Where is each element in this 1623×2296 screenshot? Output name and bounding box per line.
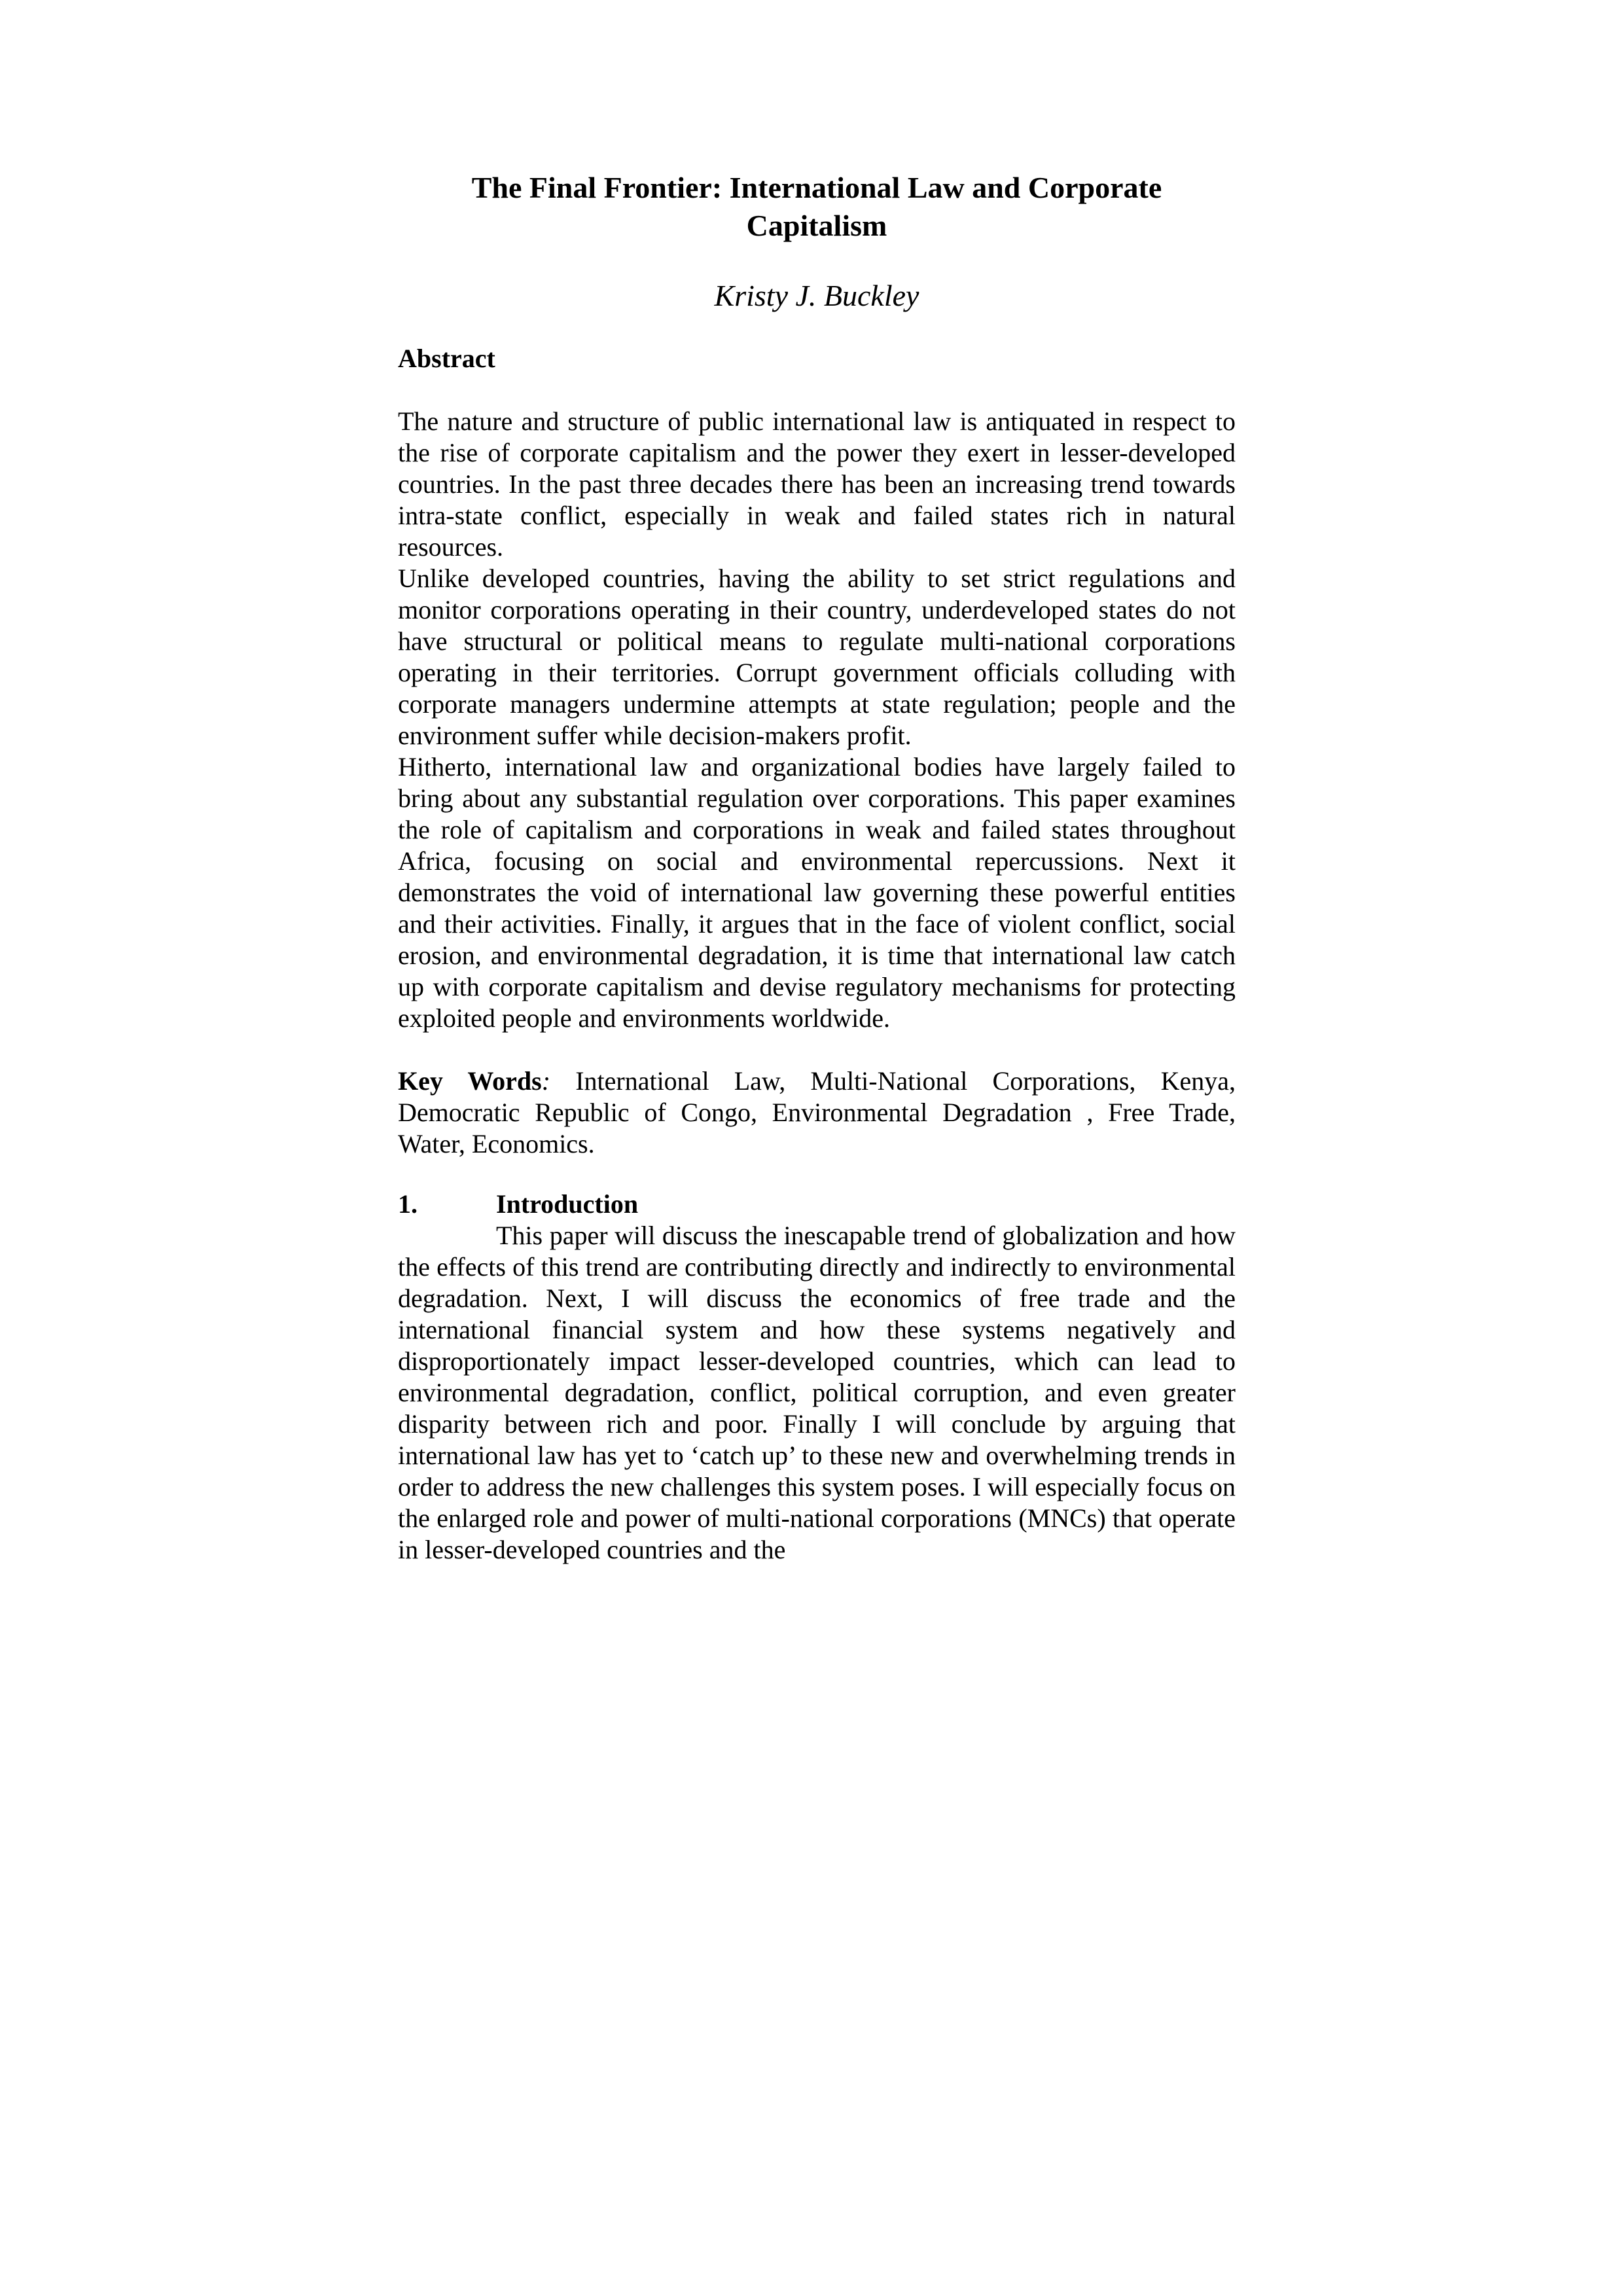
abstract-paragraph: The nature and structure of public international law is antiquated in respect to the rise of corporate capitalism and the power they exert in lesser-developed countries. In the past three decades there has been an increasing trend towards intra-state conflict, especially in weak and failed states rich in natural resources. <box>398 406 1236 562</box>
author-name: Kristy J. Buckley <box>714 279 919 312</box>
keywords-colon: : <box>541 1066 551 1096</box>
abstract-paragraph: Unlike developed countries, having the ability to set strict regulations and monitor corporations operating in their country, underdeveloped states do not have structural or political means to regulate multi-national corporations operating in their territories. Corrupt government officials colluding with corporate managers undermine attempts at state regulation; people and the environment suffer while decision-makers profit. <box>398 564 1236 750</box>
section-title: Introduction <box>496 1189 639 1219</box>
abstract-paragraph: Hitherto, international law and organizational bodies have largely failed to bring about any substantial regulation over corporations. This paper examines the role of capitalism and corporations in weak and failed states throughout Africa, focusing on social and environmental repercussions. Next it demonstrates the void of international law governing these powerful entities and their activities. Finally, it argues that in the face of violent conflict, social erosion, and environmental degradation, it is time that international law catch up with corporate capitalism and devise regulatory mechanisms for protecting exploited people and environments worldwide. <box>398 752 1236 1033</box>
introduction-paragraph: This paper will discuss the inescapable trend of globalization and how the effects of this trend are contributing directly and indirectly to environmental degradation. Next, I will discuss the economics of free trade and the international financial system and how these systems negatively and disproportionately impact lesser-developed countries, which can lead to environmental degradation, conflict, political corruption, and even greater disparity between rich and poor. Finally I will conclude by arguing that international law has yet to ‘catch up’ to these new and overwhelming trends in order to address the new challenges this system poses. I will especially focus on the enlarged role and power of multi-national corporations (MNCs) that operate in lesser-developed countries and the <box>398 1221 1236 1564</box>
section-number: 1. <box>398 1189 418 1219</box>
keywords-text: International Law, Multi-National Corporations, Kenya, Democratic Republic of Congo, Environmental Degradation , Free Trade, Water, Economics. <box>398 1066 1236 1158</box>
abstract-body <box>398 406 1236 1034</box>
keywords-label: Key Words <box>398 1066 542 1096</box>
abstract-heading: Abstract <box>398 344 495 373</box>
page-column <box>398 169 1236 1566</box>
section-heading-introduction <box>398 1189 1236 1220</box>
paper-title: The Final Frontier: International Law and Corporate Capitalism <box>471 171 1162 242</box>
keywords-line <box>398 1066 1236 1160</box>
